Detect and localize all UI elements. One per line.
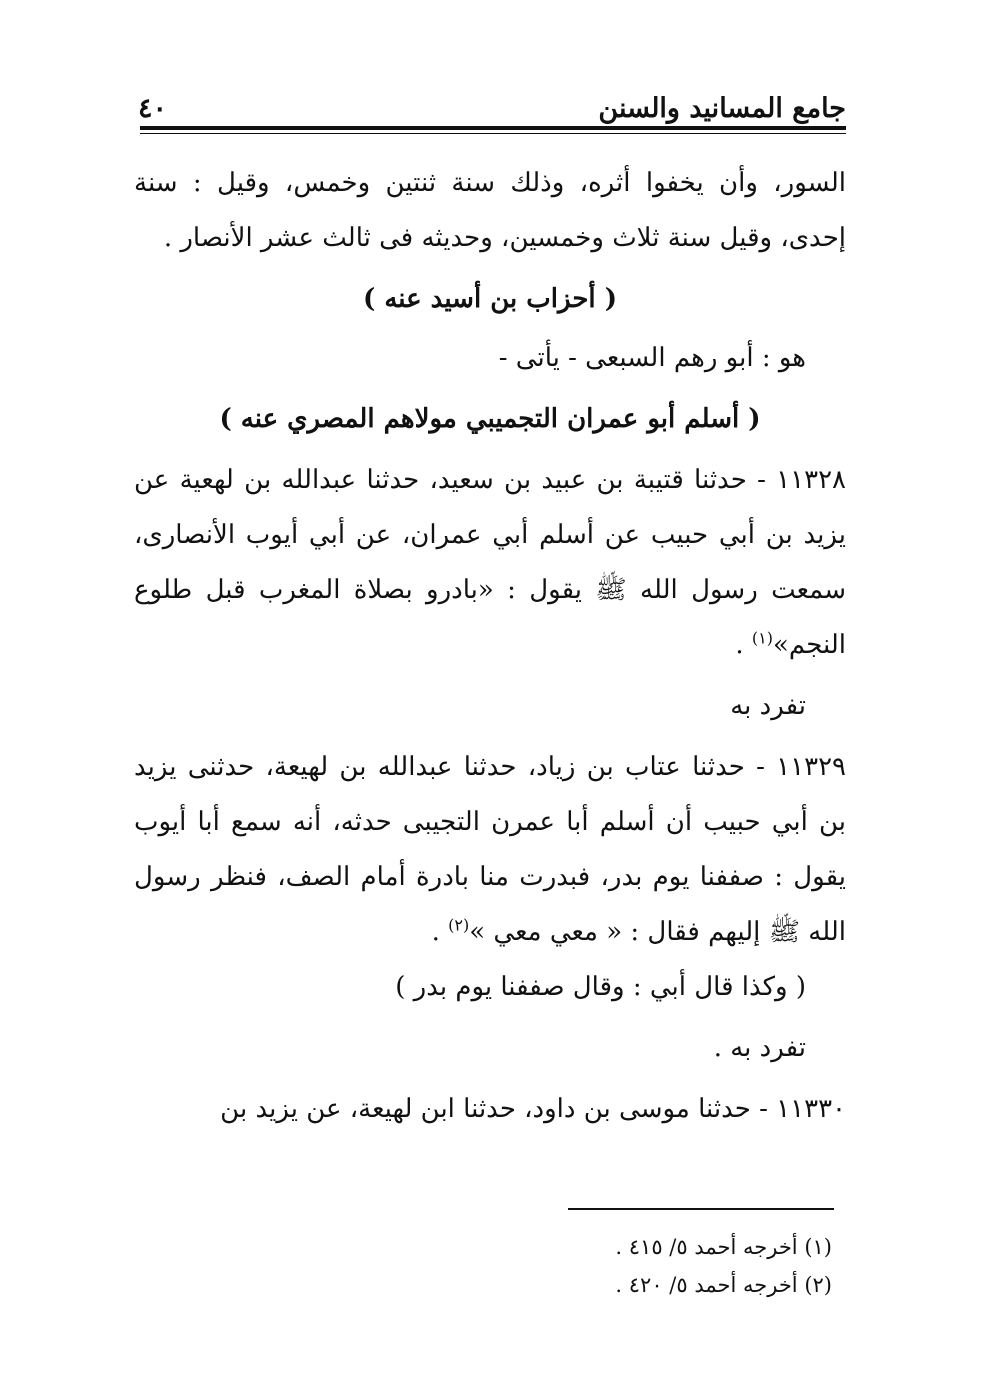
main-text: [134, 156, 846, 1137]
hadith-11328: [134, 453, 846, 673]
paragraph-intro: السور، وأن يخفوا أثره، وذلك سنة ثنتين وخمس، وقيل : سنة إحدى، وقيل سنة ثلاث وخمسين، وحديثه فى ثالث عشر الأنصار .: [134, 168, 846, 253]
tafarrad-note-2: تفرد به .: [713, 1033, 806, 1063]
wakadha-note: ( وكذا قال أبي : وقال صففنا يوم بدر ): [395, 972, 806, 1002]
section-heading-aslam: ( أسلم أبو عمران التجميبي مولاهم المصري عنه ): [219, 404, 761, 434]
footnote-1: (١) أخرجه أحمد ٥/ ٤١٥ .: [615, 1235, 832, 1259]
running-title: جامع المسانيد والسنن: [598, 93, 846, 124]
header-rule-thin: [140, 133, 846, 134]
tafarrad-note-1: تفرد به: [730, 691, 806, 721]
footnote-rule: [568, 1208, 834, 1210]
hadith-11330: ١١٣٣٠ - حدثنا موسى بن داود، حدثنا ابن لهيعة، عن يزيد بن: [220, 1094, 846, 1124]
paragraph-abu-ruhm: هو : أبو رهم السبعى - يأتى -: [498, 343, 806, 373]
hadith-11329-end: .: [431, 917, 449, 947]
header-rule: [140, 126, 846, 130]
hadith-11329: [134, 740, 846, 960]
hadith-11328-text: ١١٣٢٨ - حدثنا قتيبة بن عبيد بن سعيد، حدثنا عبدالله بن لهعية عن يزيد بن أبي حبيب عن أسلم أبي عمران، عن أبي أيوب الأنصارى، سمعت رسول الله ﷺ يقول : «بادرو بصلاة المغرب قبل طلوع النجم»: [134, 465, 846, 660]
footnote-ref-2: (٢): [448, 915, 470, 935]
hadith-11328-end: .: [735, 630, 752, 660]
footnote-ref-1: (١): [751, 628, 773, 648]
footnote-2: (٢) أخرجه أحمد ٥/ ٤٢٠ .: [615, 1273, 832, 1297]
page-number: ٤٠: [138, 93, 168, 124]
hadith-11329-text: ١١٣٢٩ - حدثنا عتاب بن زياد، حدثنا عبدالله بن لهيعة، حدثنى يزيد بن أبي حبيب أن أسلم أبا عمرن التجيبى حدثه، أنه سمع أبا أيوب يقول : صففنا يوم بدر، فبدرت منا بادرة أمام الصف، فنظر رسول الله ﷺ إليهم فقال : « معي معي »: [134, 752, 846, 947]
section-heading-ahzab: ( أحزاب بن أسيد عنه ): [362, 284, 618, 314]
footnotes: [480, 1228, 832, 1304]
page-header: [138, 84, 846, 124]
